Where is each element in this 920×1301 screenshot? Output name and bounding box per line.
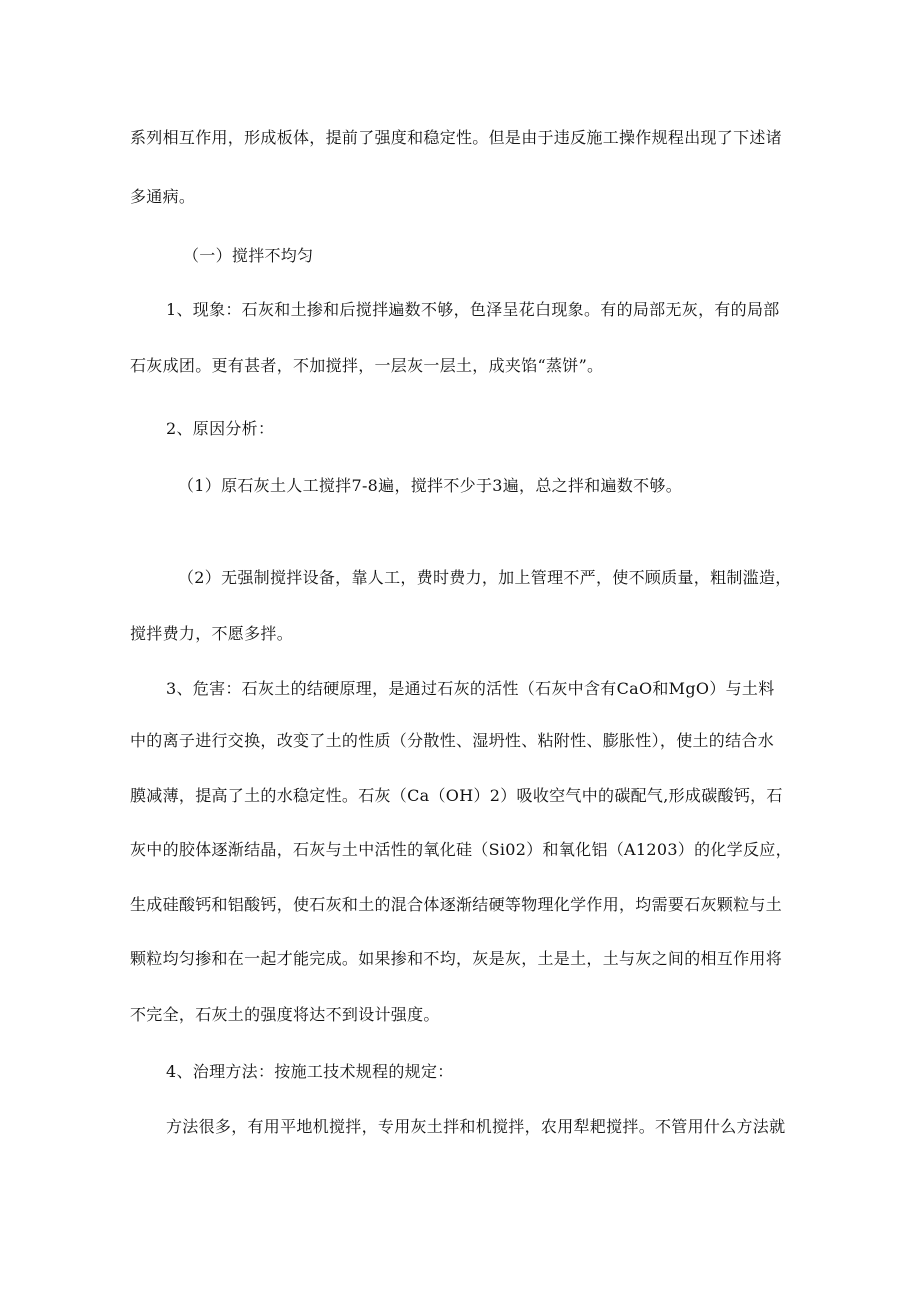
item-cause-heading: 2、原因分析： [166,419,275,438]
paragraph-continuation-line: 多通病。 [130,187,196,206]
paragraph-continuation-line: 系列相互作用，形成板体，提前了强度和稳定性。但是由于违反施工操作规程出现了下述诸 [130,128,783,147]
item-harm-line: 中的离子进行交换，改变了土的性质（分散性、湿坍性、粘附性、膨胀性），使土的结合水 [130,731,775,750]
cause-item-1: （1）原石灰土人工搅拌7-8遍，搅拌不少于3遍，总之拌和遍数不够。 [178,476,683,495]
item-harm-line: 3、危害：石灰土的结硬原理，是通过石灰的活性（石灰中含有CaO和MgO）与土料 [166,679,775,698]
item-phenomenon-line: 1、现象：石灰和土掺和后搅拌遍数不够，色泽呈花白现象。有的局部无灰，有的局部 [166,300,780,319]
cause-item-2-line: 搅拌费力，不愿多拌。 [130,624,294,643]
item-harm-line: 膜减薄，提高了土的水稳定性。石灰（Ca（OH）2）吸收空气中的碳配气,形成碳酸钙，石 [130,786,783,805]
cause-item-2-line: （2）无强制搅拌设备，靠人工，费时费力，加上管理不严，使不顾质量，粗制滥造， [178,568,792,587]
section-heading: （一）搅拌不均匀 [183,246,314,265]
item-harm-line: 颗粒均匀掺和在一起才能完成。如果掺和不均，灰是灰，土是土，土与灰之间的相互作用将 [130,949,783,968]
item-harm-line: 不完全，石灰土的强度将达不到设计强度。 [130,1005,440,1024]
item-treatment-heading: 4、治理方法：按施工技术规程的规定： [166,1062,454,1081]
item-harm-line: 灰中的胶体逐渐结晶，石灰与土中活性的氧化硅（Si02）和氧化铝（A1203）的化学反应， [130,840,792,859]
item-harm-line: 生成硅酸钙和铝酸钙，使石灰和土的混合体逐渐结硬等物理化学作用，均需要石灰颗粒与土 [130,895,783,914]
item-phenomenon-line: 石灰成团。更有甚者，不加搅拌，一层灰一层土，成夹馅“蒸饼”。 [130,356,604,375]
item-treatment-line: 方法很多，有用平地机搅拌，专用灰土拌和机搅拌，农用犁耙搅拌。不管用什么方法就 [166,1117,786,1136]
